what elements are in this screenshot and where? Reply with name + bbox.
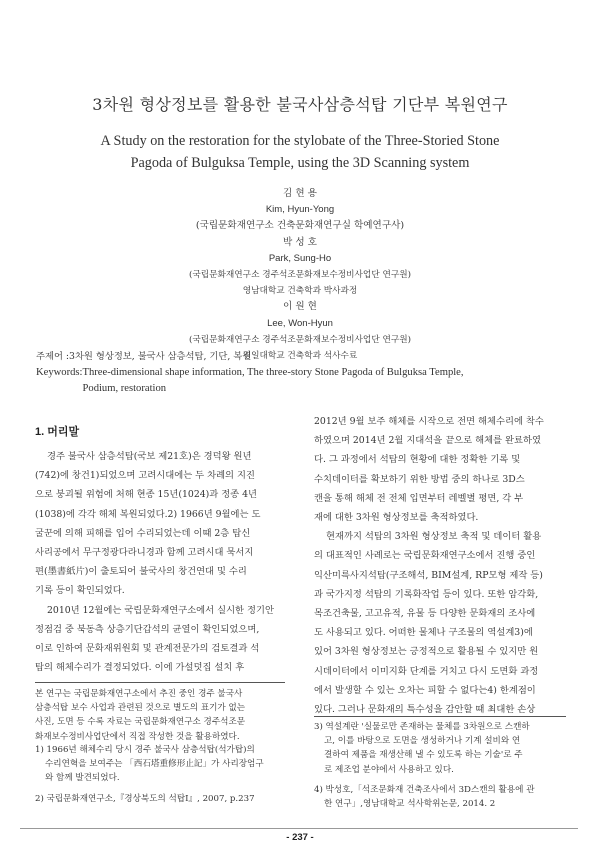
text-line: 경주 불국사 삼층석탑(국보 제21호)은 경덕왕 원년 [47,451,252,462]
footnote-line: 4) 박성호,「석조문화재 건축조사에서 3D스캔의 활용에 관 [314,784,535,795]
footnote-4 [314,783,570,811]
footnotes-right [314,720,570,817]
text-line: 굴꾼에 의해 피해를 입어 수리되었는데 이때 2층 탑신 [35,527,251,539]
text-line: 있다. 그러나 문화재의 특수성을 감안할 때 최대한 손상 [314,704,536,716]
text-line: 사리공에서 무구정광다라니경과 함께 고려시대 묵서지 [35,547,254,559]
text-line: 과 국가지정 석탑의 기록화작업 등이 있다. 또한 암각화, [314,588,539,600]
author-2-affiliation-1: (국립문화재연구소 경주석조문화재보수정비사업단 연구원) [188,270,412,281]
footnote-3 [314,720,570,777]
footnotes-left [35,743,287,812]
footnote-1 [35,743,287,786]
author-2-affiliation-2: 영남대학교 건축학과 박사과정 [242,286,358,297]
text-line: 도 사용되고 있다. 어떠한 물체나 구조물의 역설계3)에 [314,627,533,639]
text-line: 다. 그 과정에서 석탑의 현황에 대한 정확한 기록 및 [314,454,521,466]
author-2-name-en: Park, Sung-Ho [268,252,332,264]
right-paragraph-2 [314,527,570,719]
note-line: 삼층석탑 보수 사업과 관련된 것으로 별도의 표기가 없는 [35,703,246,714]
author-1-affiliation: (국립문화재연구소 건축문화재연구실 학예연구사) [195,220,405,232]
keywords-english [36,365,576,397]
footnote-line: 로 제조업 분야에서 사용하고 있다. [324,764,454,775]
keywords-korean [36,349,576,365]
footnote-separator-left [35,682,285,683]
footnote-line: 수리연혁을 보여주는 「西石塔重修形止記」가 사리장엄구 [45,759,264,770]
text-line: 2010년 12월에는 국립문화재연구소에서 실시한 정기안 [47,604,274,616]
text-line: 목조건축물, 고고유적, 유물 등 다양한 문화재의 조사에 [314,608,536,620]
note-line: 본 연구는 국립문화재연구소에서 추진 중인 경주 불국사 [35,689,243,699]
text-line: 재에 대한 3차원 형상정보를 축적하였다. [314,512,479,524]
title-korean: 3차원 형상정보를 활용한 불국사삼층석탑 기단부 복원연구 [92,95,508,114]
text-line: 정점검 중 북동측 상층기단갑석의 균열이 확인되었으며, [35,623,260,635]
note-line: 화재보수정비사업단에서 직접 작성한 것을 활용하였다. [35,731,240,742]
author-3-affiliation-2: 경일대학교 건축학과 석사수료 [242,351,358,362]
text-line: 의 대표적인 사례로는 국립문화재연구소에서 진행 중인 [314,550,536,562]
author-block [0,186,600,364]
left-paragraph-2 [35,601,290,678]
text-line: 2012년 9월 보주 해체를 시작으로 전면 해체수리에 착수 [314,416,544,427]
text-line: 현재까지 석탑의 3차원 형상정보 축적 및 데이터 활용 [326,531,542,543]
section-heading: 1. 머리말 [35,426,80,438]
text-line: 편(墨書紙片)이 출토되어 불국사의 창건연대 및 수리 [35,566,247,578]
footnote-line: 결하여 제품을 재생산해 낼 수 있도록 하는 기술'로 주 [324,750,523,761]
title-english [40,130,560,174]
footnote-line: 와 함께 발견되었다. [45,773,120,784]
footnote-line: 3) 역설계란 '실물로만 존재하는 물체를 3차원으로 스캔하 [314,722,530,732]
left-column [35,447,290,677]
keywords-english-line-1: Three-dimensional shape information, The three-story Stone Pagoda of Bulguksa Temple, [82,367,464,378]
title-english-line-1: A Study on the restoration for the stylobate of the Three-Storied Stone [100,133,500,149]
footnote-line: 1) 1966년 해체수리 당시 경주 불국사 삼층석탑(석가탑)의 [35,745,255,755]
footnote-line: 2) 국립문화재연구소,『경상북도의 석탑Ⅰ』, 2007, p.237 [35,793,255,804]
text-line: 으로 붕괴될 위험에 처해 현종 15년(1024)과 정종 4년 [35,489,258,501]
title-english-line-2: Pagoda of Bulguksa Temple, using the 3D Scanning system [130,155,470,171]
footer-rule [20,828,578,829]
text-line: 기록 등이 확인되었다. [35,585,125,597]
author-3-name-en: Lee, Won-Hyun [267,317,333,329]
author-3-affiliation-1: (국립문화재연구소 경주석조문화재보수정비사업단 연구원) [188,334,412,345]
author-2-name-ko: 박 성 호 [283,236,317,248]
keywords-english-line-2: Podium, restoration [82,383,167,394]
footnote-2 [35,792,287,806]
keywords-korean-text: 3차원 형상정보, 불국사 삼층석탑, 기단, 복원 [69,351,252,362]
keywords-english-label: Keywords: [36,367,83,378]
text-line: (1038)에 각각 해체 복원되었다.2) 1966년 9월에는 도 [35,508,261,520]
text-line: 하였으며 2014년 2월 지대석을 끝으로 해체를 완료하였 [314,435,541,447]
text-line: 캔을 통해 해체 전 전체 입면부터 레벨별 평면, 각 부 [314,492,524,504]
footnote-separator-right [314,716,566,717]
research-note [35,687,287,744]
text-line: 이로 인하여 문화재위원회 및 관계전문가의 검토결과 석 [35,643,260,655]
author-1-name-ko: 김 현 용 [283,188,317,199]
author-3-name-ko: 이 원 현 [283,301,317,313]
author-1-name-en: Kim, Hyun-Yong [265,204,335,216]
keywords-korean-label: 주제어 : [36,351,70,362]
text-line: 익산미륵사지석탑(구조해석, BIM설계, RP모형 제작 등) [314,569,543,581]
right-column [314,412,570,719]
left-paragraph-1 [35,447,290,601]
text-line: 에서 발생할 수 있는 오차는 피할 수 없다는4) 한계점이 [314,684,536,696]
footnote-line: 고, 이를 바탕으로 도면을 생성하거나 기계 설비와 연 [324,736,521,747]
text-line: 수치데이터를 확보하기 위한 방법 중의 하나로 3D스 [314,473,525,485]
keywords-block [36,349,576,397]
page-number: - 237 - [286,832,314,843]
text-line: (742)에 창건1)되었으며 고려시대에는 두 차례의 지진 [35,470,255,482]
text-line: 시데이터에서 이미지화 단계를 거치고 다시 도면화 과정 [314,665,539,677]
note-line: 사진, 도면 등 수록 자료는 국립문화재연구소 경주석조문 [35,717,246,728]
text-line: 있어 3차원 형상정보는 긍정적으로 활용될 수 있지만 원 [314,646,539,658]
right-paragraph-1 [314,412,570,527]
text-line: 탑의 해체수리가 결정되었다. 이에 가설덧집 설치 후 [35,662,245,674]
footnote-line: 한 연구」,영남대학교 석사학위논문, 2014. 2 [324,799,496,810]
